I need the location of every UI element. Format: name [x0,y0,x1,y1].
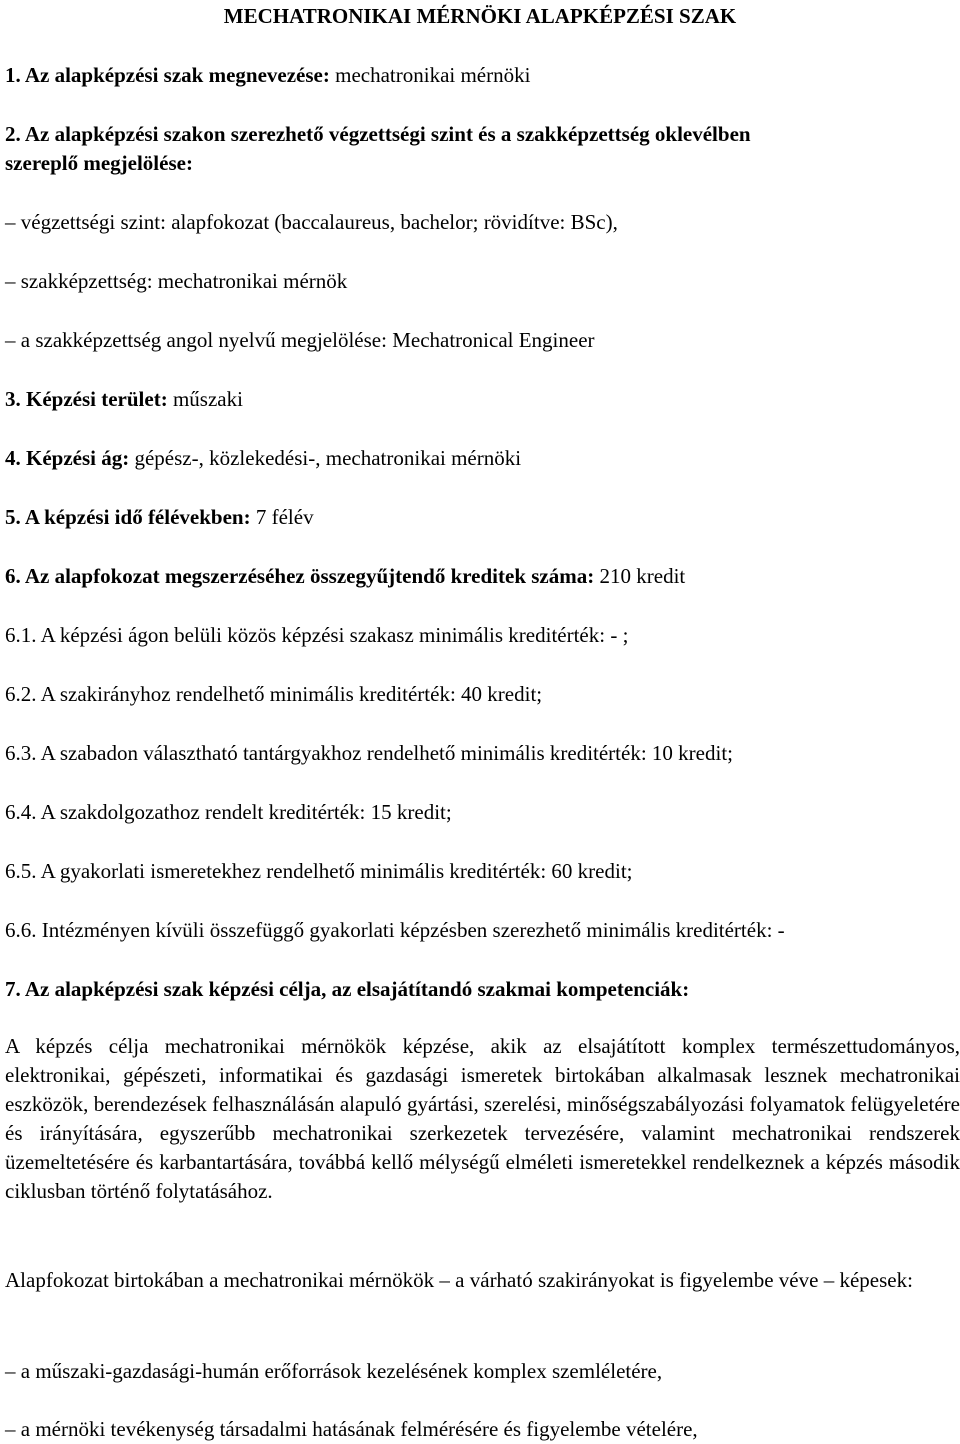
section-1-value: mechatronikai mérnöki [329,63,531,87]
section-6-label: 6. Az alapfokozat megszerzéséhez összegyűjtendő kreditek száma: [5,564,595,588]
section-6-sub: 6.1. A képzési ágon belüli közös képzési szakasz minimális kreditérték: - ; [5,623,629,647]
section-3 [5,386,243,412]
section-2-label-line-2: szereplő megjelölése: [5,151,193,175]
section-7-heading: 7. Az alapképzési szak képzési célja, az elsajátítandó szakmai kompetenciák: [5,977,690,1001]
section-6-sub: 6.3. A szabadon választható tantárgyakhoz rendelhető minimális kreditérték: 10 kredit; [5,741,733,765]
section-1-label: 1. Az alapképzési szak megnevezése: [5,63,330,87]
section-7-paragraph-1: A képzés célja mechatronikai mérnökök képzése, akik az elsajátított komplex természettudományos, elektronikai, gépészeti, informatikai és gazdasági ismeretek birtokában alkalmasak lesznek mechatronikai eszközök, berendezések felhasználásán alapuló gyártási, szerelési, minőségszabályozási folyamatok felügyeletére és irányítására, egyszerűbb mechatronikai szerkezetek tervezésére, valamint mechatronikai rendszerek üzemeltetésére és karbantartására, továbbá kellő mélységű elméleti ismeretekkel rendelkeznek a képzés második ciklusban történő folytatásához. [5,1034,960,1203]
section-3-label: 3. Képzési terület: [5,387,168,411]
section-4-label: 4. Képzési ág: [5,446,130,470]
section-5-label: 5. A képzési idő félévekben: [5,505,251,529]
section-2-label-line-1: 2. Az alapképzési szakon szerezhető végzettségi szint és a szakképzettség oklevélben [5,122,751,146]
section-7-paragraph-2: Alapfokozat birtokában a mechatronikai mérnökök – a várható szakirányokat is figyelembe véve – képesek: [5,1268,913,1292]
page-title: MECHATRONIKAI MÉRNÖKI ALAPKÉPZÉSI SZAK [223,4,737,28]
section-6 [5,563,685,589]
section-4 [5,445,521,471]
section-6-sub: 6.4. A szakdolgozathoz rendelt kreditérték: 15 kredit; [5,800,452,824]
section-2-item: – végzettségi szint: alapfokozat (baccalaureus, bachelor; rövidítve: BSc), [5,210,618,234]
section-6-value: 210 kredit [594,564,686,588]
section-3-value: műszaki [167,387,243,411]
section-2-item: – szakképzettség: mechatronikai mérnök [5,269,348,293]
section-2-item: – a szakképzettség angol nyelvű megjelölése: Mechatronical Engineer [5,328,595,352]
section-6-sub: 6.6. Intézményen kívüli összefüggő gyakorlati képzésben szerezhető minimális kreditérték: - [5,918,785,942]
section-6-sub: 6.2. A szakirányhoz rendelhető minimális kreditérték: 40 kredit; [5,682,543,706]
section-7-item: – a mérnöki tevékenység társadalmi hatásának felmérésére és figyelembe vételére, [5,1417,698,1441]
section-4-value: gépész-, közlekedési-, mechatronikai mérnöki [129,446,522,470]
section-7-item: – a műszaki-gazdasági-humán erőforrások kezelésének komplex szemléletére, [5,1359,663,1383]
section-5-value: 7 félév [250,505,314,529]
section-6-sub: 6.5. A gyakorlati ismeretekhez rendelhető minimális kreditérték: 60 kredit; [5,859,633,883]
section-1 [5,62,530,88]
section-5 [5,504,314,530]
